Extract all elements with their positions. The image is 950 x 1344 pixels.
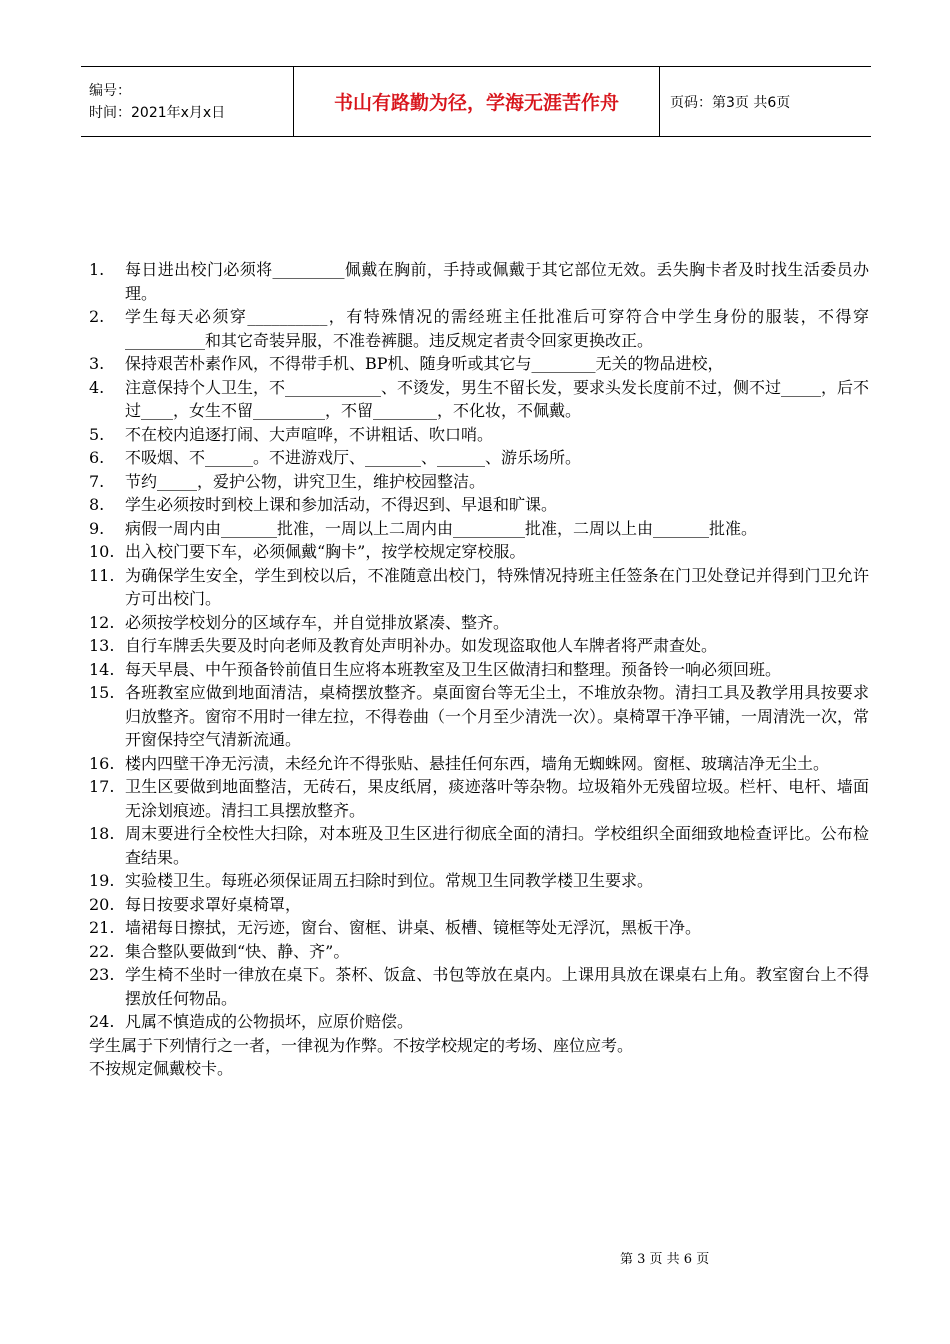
list-item — [89, 305, 869, 352]
list-item — [89, 775, 869, 822]
item-number: 13. — [89, 636, 115, 655]
list-item — [89, 258, 869, 305]
list-item — [89, 540, 869, 564]
item-number: 24. — [89, 1012, 115, 1031]
item-number: 8. — [89, 495, 105, 514]
item-text: 楼内四壁干净无污渍，未经允许不得张贴、悬挂任何东西，墙角无蜘蛛网。窗框、玻璃洁净无尘土。 — [125, 753, 830, 773]
item-number: 10. — [89, 542, 115, 561]
list-item — [89, 658, 869, 682]
item-text: 必须按学校划分的区域存车，并自觉排放紧凑、整齐。 — [125, 612, 510, 632]
item-text: 节约_____，爱护公物，讲究卫生，维护校园整洁。 — [125, 471, 486, 491]
page-header — [81, 66, 871, 137]
document-number-label: 编号： — [89, 82, 131, 99]
list-item — [89, 376, 869, 423]
list-item — [89, 869, 869, 893]
item-number: 19. — [89, 871, 115, 890]
trailing-paragraph: 不按规定佩戴校卡。 — [89, 1059, 234, 1078]
list-item — [89, 517, 869, 541]
header-page-info-cell — [660, 67, 871, 136]
item-text: 墙裙每日擦拭，无污迹，窗台、窗框、讲桌、板槽、镜框等处无浮沉，黑板干净。 — [125, 918, 702, 937]
item-number: 7. — [89, 471, 105, 491]
item-text: 卫生区要做到地面整洁，无砖石，果皮纸屑，痰迹落叶等杂物。垃圾箱外无残留垃圾。栏杆、电杆、墙面无涂划痕迹。清扫工具摆放整齐。 — [125, 777, 869, 820]
trailing-paragraph: 学生属于下列情行之一者，一律视为作弊。不按学校规定的考场、座位应考。 — [89, 1035, 634, 1055]
item-text: 自行车牌丢失要及时向老师及教育处声明补办。如发现盗取他人车牌者将严肃查处。 — [125, 636, 718, 655]
item-number: 9. — [89, 518, 105, 538]
item-number: 17. — [89, 777, 115, 796]
item-number: 1. — [89, 260, 105, 279]
item-text: 不在校内追逐打闹、大声喧哗，不讲粗话、吹口哨。 — [125, 424, 494, 444]
document-time-label: 时间：2021年x月x日 — [89, 104, 226, 121]
item-text: 学生椅不坐时一律放在桌下。茶杯、饭盒、书包等放在桌内。上课用具放在课桌右上角。教室窗台上不得摆放任何物品。 — [125, 965, 869, 1008]
list-item — [89, 423, 869, 447]
item-text: 每日进出校门必须将_________佩戴在胸前，手持或佩戴于其它部位无效。丢失胸卡者及时找生活委员办理。 — [125, 260, 869, 303]
list-item — [89, 681, 869, 752]
list-item — [89, 564, 869, 611]
item-text: 病假一周内由_______批准，一周以上二周内由_________批准，二周以上由_______批准。 — [125, 518, 758, 538]
list-item — [89, 916, 869, 940]
list-item — [89, 1010, 869, 1034]
list-item — [89, 963, 869, 1010]
item-text: 保持艰苦朴素作风，不得带手机、BP机、随身听或其它与________无关的物品进校， — [125, 354, 724, 373]
list-item — [89, 493, 869, 517]
item-text: 学生每天必须穿__________，有特殊情况的需经班主任批准后可穿符合中学生身份的服装，不得穿__________和其它奇装异服，不准卷裤腿。违反规定者责令回家更换改正。 — [125, 307, 869, 350]
item-number: 5. — [89, 424, 105, 444]
item-number: 3. — [89, 354, 105, 373]
item-text: 每日按要求罩好桌椅罩， — [125, 894, 302, 914]
list-item — [89, 940, 869, 964]
list-item — [89, 752, 869, 776]
page-footer: 第 3 页 共 6 页 — [620, 1252, 710, 1267]
item-number: 12. — [89, 612, 115, 632]
item-text: 出入校门要下车，必须佩戴“胸卡”，按学校规定穿校服。 — [125, 542, 526, 561]
item-number: 4. — [89, 377, 105, 397]
item-number: 22. — [89, 941, 115, 961]
header-meta — [81, 67, 293, 136]
item-number: 21. — [89, 918, 115, 937]
item-number: 2. — [89, 307, 105, 326]
item-text: 不吸烟、不______。不进游戏厅、_______、______、游乐场所。 — [125, 448, 582, 467]
item-text: 为确保学生安全，学生到校以后，不准随意出校门，特殊情况持班主任签条在门卫处登记并得到门卫允许方可出校门。 — [125, 565, 869, 608]
list-item — [89, 893, 869, 917]
item-text: 注意保持个人卫生，不____________、不烫发，男生不留长发，要求头发长度前不过，侧不过_____，后不过____，女生不留_________，不留________，不化妆，不佩戴。 — [125, 377, 870, 420]
item-number: 15. — [89, 683, 115, 702]
item-text: 学生必须按时到校上课和参加活动，不得迟到、早退和旷课。 — [125, 495, 558, 514]
rules-list — [89, 258, 869, 1081]
item-number: 14. — [89, 659, 115, 679]
item-text: 周末要进行全校性大扫除，对本班及卫生区进行彻底全面的清扫。学校组织全面细致地检查评比。公布检查结果。 — [125, 824, 869, 867]
header-motto-cell — [293, 67, 660, 136]
header-motto: 书山有路勤为径，学海无涯苦作舟 — [333, 92, 619, 114]
header-page-info: 页码：第3页 共6页 — [670, 94, 791, 111]
item-number: 6. — [89, 448, 105, 467]
list-item — [89, 446, 869, 470]
list-item — [89, 352, 869, 376]
item-text: 集合整队要做到“快、静、齐”。 — [125, 941, 350, 961]
item-number: 20. — [89, 894, 115, 914]
list-item — [89, 611, 869, 635]
item-text: 凡属不慎造成的公物损坏，应原价赔偿。 — [125, 1012, 414, 1031]
item-number: 11. — [89, 565, 115, 585]
item-number: 16. — [89, 753, 115, 773]
item-number: 18. — [89, 824, 115, 843]
list-item — [89, 822, 869, 869]
item-text: 实验楼卫生。每班必须保证周五扫除时到位。常规卫生同教学楼卫生要求。 — [125, 871, 654, 890]
item-number: 23. — [89, 965, 115, 984]
item-text: 每天早晨、中午预备铃前值日生应将本班教室及卫生区做清扫和整理。预备铃一响必须回班。 — [125, 659, 782, 679]
item-text: 各班教室应做到地面清洁，桌椅摆放整齐。桌面窗台等无尘土，不堆放杂物。清扫工具及教学用具按要求归放整齐。窗帘不用时一律左拉，不得卷曲（一个月至少清洗一次）。桌椅罩干净平铺，一周清洗一次，常开窗保持空气清新流通。 — [125, 683, 870, 749]
list-item — [89, 470, 869, 494]
list-item — [89, 634, 869, 658]
